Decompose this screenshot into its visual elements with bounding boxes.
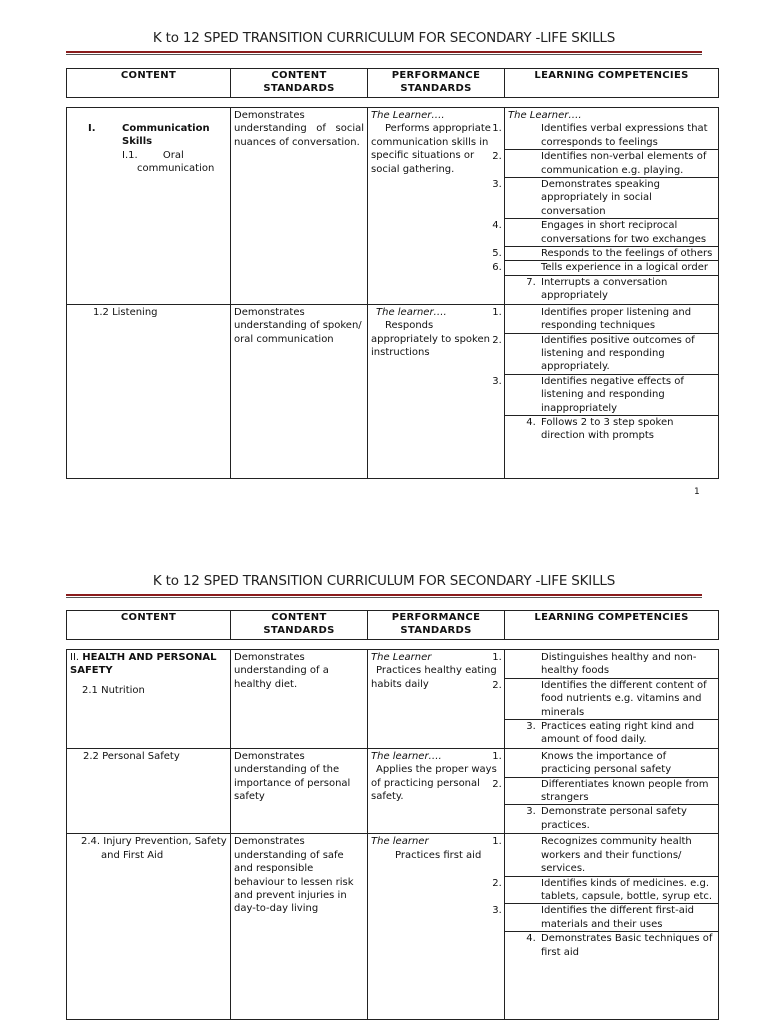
list-item: 1. Identifies proper listening and responding techniques (505, 306, 718, 334)
header-performance-standards: PERFORMANCE STANDARDS (368, 611, 505, 640)
performance-text: Performs appropriate communication skills in specific situations or social gathering. (371, 123, 491, 175)
header-learning-competencies: LEARNING COMPETENCIES (505, 69, 719, 98)
title-rule (66, 594, 702, 598)
competencies-cell (505, 304, 719, 478)
roman-numeral: I. (88, 123, 96, 134)
list-item: 7. Interrupts a conversation appropriately (539, 276, 718, 303)
competencies-cell (505, 108, 719, 305)
list-item: 2. Identifies non-verbal elements of communication e.g. playing. (505, 150, 718, 178)
table-row (67, 748, 719, 833)
curriculum-table (66, 649, 719, 1020)
section-number: II. (70, 652, 80, 663)
document-title: K to 12 SPED TRANSITION CURRICULUM FOR SECONDARY -LIFE SKILLS (152, 573, 616, 589)
content-standard-cell: Demonstrates understanding of a healthy diet. (231, 650, 368, 749)
content-standard-cell: Demonstrates understanding of the importance of personal safety (231, 748, 368, 833)
learner-label: The learner (371, 836, 429, 848)
list-item: 1. Knows the importance of practicing personal safety (505, 750, 718, 778)
list-item: 1. Distinguishes healthy and non-healthy foods (505, 651, 718, 679)
competencies-cell (505, 834, 719, 1020)
performance-standard-cell (368, 650, 505, 749)
content-cell (67, 108, 231, 305)
list-item: 2. Differentiates known people from strangers (505, 778, 718, 806)
list-item: 4. Engages in short reciprocal conversations for two exchanges (505, 219, 718, 247)
performance-standard-cell (368, 834, 505, 1020)
page-number: 1 (694, 487, 700, 497)
learner-label: The Learner (371, 652, 432, 663)
list-item: 4. Follows 2 to 3 step spoken direction with prompts (539, 416, 718, 443)
list-item: 3. Demonstrate personal safety practices. (539, 805, 718, 832)
table-row (67, 650, 719, 749)
content-label: 2.4. Injury Prevention, Safety and First Aid (81, 836, 227, 861)
list-item: 2. Identifies the different content of food nutrients e.g. vitamins and minerals (505, 679, 718, 720)
curriculum-table (66, 107, 719, 479)
list-item: 3. Demonstrates speaking appropriately in social conversation (505, 178, 718, 219)
list-item: 1. Recognizes community health workers and their functions/ services. (505, 835, 718, 876)
content-standard-cell: Demonstrates understanding of social nuances of conversation. (231, 108, 368, 305)
section-title: HEALTH AND PERSONAL SAFETY (70, 652, 217, 677)
header-table (66, 610, 719, 640)
document-title: K to 12 SPED TRANSITION CURRICULUM FOR SECONDARY -LIFE SKILLS (152, 30, 616, 46)
learner-label: The Learner…. (508, 110, 582, 121)
learner-label: The learner…. (371, 750, 442, 762)
content-cell: 2.2 Personal Safety (67, 748, 231, 833)
list-item: 3. Identifies negative effects of listening and responding inappropriately (505, 375, 718, 416)
header-learning-competencies: LEARNING COMPETENCIES (505, 611, 719, 640)
header-content: CONTENT (67, 69, 231, 98)
header-content-standards: CONTENT STANDARDS (231, 611, 368, 640)
header-performance-standards: PERFORMANCE STANDARDS (368, 69, 505, 98)
performance-text: Practices first aid (395, 849, 482, 861)
subtopic-number: I.1. (122, 149, 138, 161)
content-cell: 1.2 Listening (67, 304, 231, 478)
performance-text: Practices healthy eating habits daily (371, 665, 497, 690)
list-item: 6. Tells experience in a logical order (505, 261, 718, 275)
performance-standard-cell (368, 304, 505, 478)
performance-standard-cell (368, 748, 505, 833)
title-rule (66, 51, 702, 55)
content-standard-cell: Demonstrates understanding of spoken/ oral communication (231, 304, 368, 478)
header-content: CONTENT (67, 611, 231, 640)
list-item: 5. Responds to the feelings of others (505, 247, 718, 261)
table-row (67, 108, 719, 305)
performance-standard-cell (368, 108, 505, 305)
subtopic-rest: communication (137, 163, 215, 175)
list-item: 1. Identifies verbal expressions that corresponds to feelings (505, 122, 718, 150)
list-item: 4. Demonstrates Basic techniques of first aid (539, 932, 718, 959)
list-item: 2. Identifies kinds of medicines. e.g. tablets, capsule, bottle, syrup etc. (505, 877, 718, 905)
content-cell (67, 650, 231, 749)
subtopic-word: Oral (162, 149, 184, 161)
header-table (66, 68, 719, 98)
topic-title: Communication Skills (122, 123, 210, 148)
table-row (67, 834, 719, 1020)
list-item: 2. Identifies positive outcomes of listening and responding appropriately. (505, 334, 718, 375)
learner-label: The Learner…. (371, 110, 445, 121)
performance-text: Applies the proper ways of practicing personal safety. (371, 764, 497, 803)
learner-label: The learner…. (376, 306, 447, 318)
table-row (67, 304, 719, 478)
content-label: 2.1 Nutrition (82, 684, 145, 696)
header-content-standards: CONTENT STANDARDS (231, 69, 368, 98)
list-item: 3. Identifies the different first-aid materials and their uses (505, 904, 718, 932)
content-standard-cell: Demonstrates understanding of safe and responsible behaviour to lessen risk and prevent injuries in day-to-day living (231, 834, 368, 1020)
performance-text: Responds appropriately to spoken instructions (371, 320, 490, 358)
competencies-cell (505, 748, 719, 833)
competencies-cell (505, 650, 719, 749)
list-item: 3. Practices eating right kind and amount of food daily. (539, 720, 718, 747)
content-cell (67, 834, 231, 1020)
